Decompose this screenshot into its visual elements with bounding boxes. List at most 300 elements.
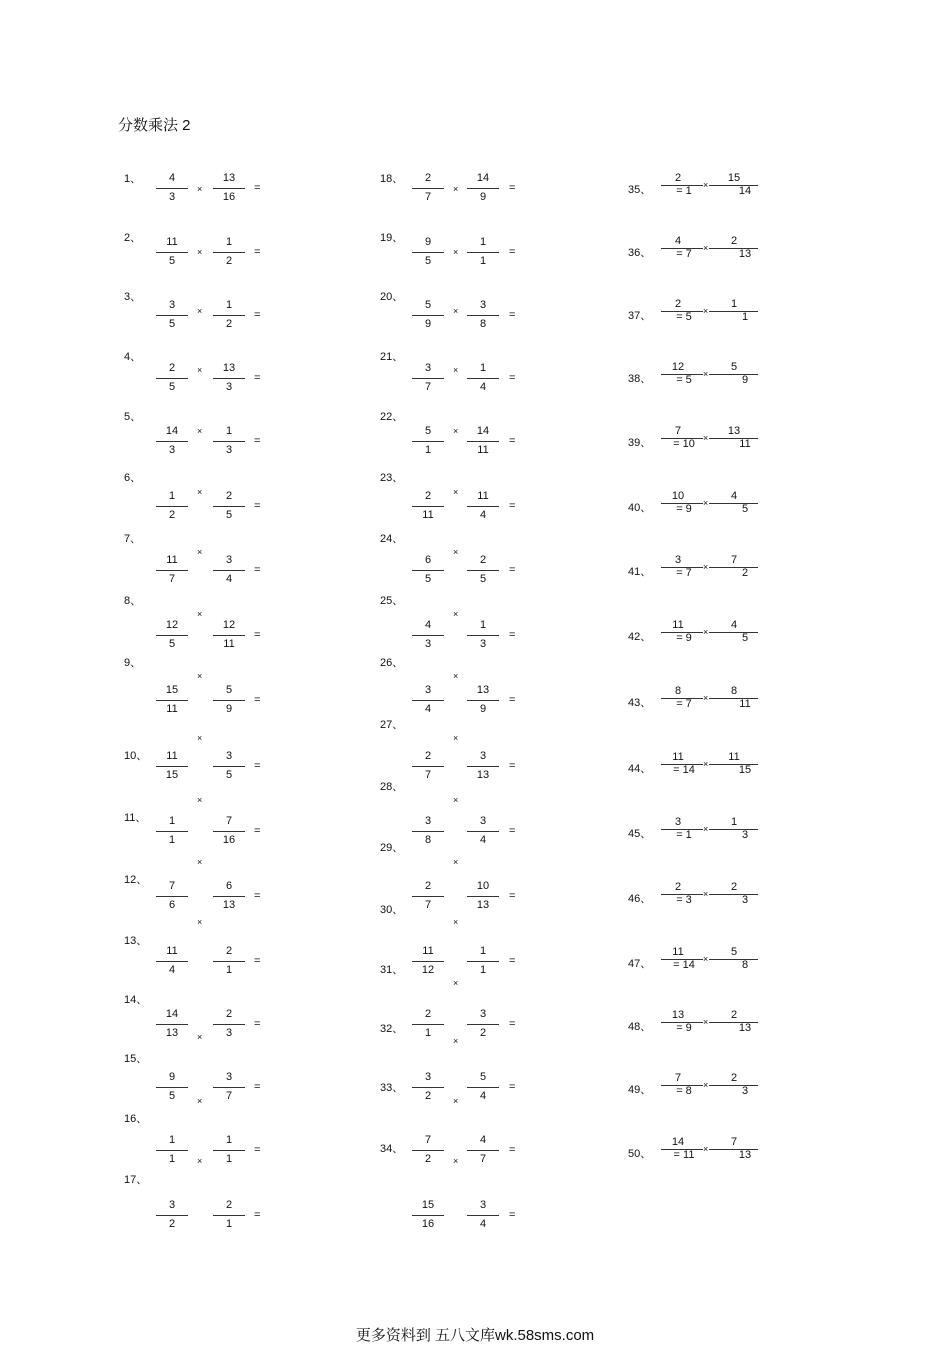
problem-number: 37、 [628,310,652,322]
times-sign: × [703,433,709,443]
denominator: = 10 [673,438,695,450]
denominator: 2 [225,255,233,267]
numerator: 2 [424,490,432,502]
problem-number: 11、 [124,812,147,824]
numerator: 11 [166,554,178,566]
problem-number: 49、 [628,1084,652,1096]
denominator: 5 [225,769,233,781]
fraction-bar [213,1215,245,1216]
denominator: 9 [424,318,432,330]
numerator: 5 [225,684,233,696]
times-sign: × [197,609,203,619]
fraction-bar [213,1087,245,1088]
denominator: 7 [424,899,432,911]
numerator: 2 [424,1008,432,1020]
denominator: = 5 [676,374,692,386]
problem-number: 38、 [628,373,652,385]
denominator: 4 [225,573,233,585]
denominator: 3 [225,381,233,393]
times-sign: × [703,759,709,769]
denominator: 4 [479,1090,487,1102]
times-sign: × [453,184,459,194]
fraction-bar [412,831,444,832]
numerator: 2 [674,172,682,184]
denominator: 11 [223,638,235,650]
numerator: 11 [166,750,178,762]
numerator: 7 [730,554,738,566]
equals-sign: = [509,1144,516,1156]
denominator: 3 [424,638,432,650]
denominator: 16 [421,1218,435,1230]
denominator: 11 [739,438,751,450]
numerator: 3 [479,750,487,762]
numerator: 4 [730,619,738,631]
equals-sign: = [509,694,516,706]
denominator: 15 [165,769,179,781]
fraction-bar [412,570,444,571]
fraction-bar [213,378,245,379]
times-sign: × [703,1017,709,1027]
fraction-bar [467,441,499,442]
equals-sign: = [254,1018,261,1030]
times-sign: × [453,1096,459,1106]
problem-number: 46、 [628,893,652,905]
denominator: 4 [479,1218,487,1230]
numerator: 6 [225,880,233,892]
numerator: 15 [727,172,741,184]
numerator: 11 [477,490,489,502]
equals-sign: = [254,564,261,576]
denominator: = 3 [676,894,692,906]
denominator: 16 [222,191,236,203]
numerator: 2 [730,1072,738,1084]
numerator: 1 [479,362,487,374]
times-sign: × [703,243,709,253]
problem-number: 15、 [124,1053,148,1065]
denominator: = 14 [673,959,695,971]
numerator: 1 [730,816,738,828]
numerator: 11 [672,751,684,763]
equals-sign: = [509,564,516,576]
problem-number: 20、 [380,291,404,303]
denominator: 8 [479,318,487,330]
denominator: 1 [168,1153,176,1165]
problem-number: 30、 [380,904,404,916]
equals-sign: = [509,1081,516,1093]
fraction-bar [412,252,444,253]
problem-number: 44、 [628,763,652,775]
numerator: 2 [225,1008,233,1020]
numerator: 3 [424,1071,432,1083]
denominator: 2 [168,509,176,521]
fraction-bar [213,635,245,636]
denominator: 5 [741,632,749,644]
denominator: 2 [741,567,749,579]
fraction-bar [412,961,444,962]
denominator: 9 [479,703,487,715]
times-sign: × [703,954,709,964]
equals-sign: = [509,1209,516,1221]
equals-sign: = [509,955,516,967]
denominator: 16 [222,834,236,846]
numerator: 14 [165,425,179,437]
problem-number: 1、 [124,173,142,185]
problem-number: 42、 [628,631,652,643]
fraction-bar [156,831,188,832]
fraction-bar [467,635,499,636]
times-sign: × [453,547,459,557]
equals-sign: = [254,246,261,258]
times-sign: × [703,369,709,379]
denominator: 1 [225,964,233,976]
problem-number: 10、 [124,750,148,762]
problem-number: 21、 [380,351,404,363]
fraction-bar [156,252,188,253]
fraction-bar [213,1150,245,1151]
numerator: 1 [479,236,487,248]
denominator: 14 [738,185,752,197]
fraction-bar [213,766,245,767]
denominator: 7 [424,769,432,781]
times-sign: × [703,824,709,834]
numerator: 11 [422,945,434,957]
times-sign: × [453,306,459,316]
numerator: 3 [225,554,233,566]
fraction-bar [156,766,188,767]
fraction-bar [156,896,188,897]
numerator: 4 [168,172,176,184]
page-title: 分数乘法 2 [118,117,191,134]
numerator: 2 [730,235,738,247]
problem-number: 12、 [124,874,148,886]
denominator: 2 [225,318,233,330]
equals-sign: = [254,825,261,837]
problem-number: 5、 [124,411,142,423]
numerator: 5 [424,299,432,311]
times-sign: × [453,1156,459,1166]
times-sign: × [197,487,203,497]
fraction-bar [412,506,444,507]
problem-number: 23、 [380,472,404,484]
fraction-bar [213,896,245,897]
denominator: 3 [741,1085,749,1097]
fraction-bar [412,1087,444,1088]
numerator: 2 [424,172,432,184]
fraction-bar [213,1024,245,1025]
fraction-bar [467,766,499,767]
equals-sign: = [254,890,261,902]
problem-number: 48、 [628,1021,652,1033]
fraction-bar [156,188,188,189]
denominator: 9 [479,191,487,203]
denominator: 11 [477,444,489,456]
equals-sign: = [509,182,516,194]
denominator: 3 [225,444,233,456]
denominator: = 7 [676,698,692,710]
fraction-bar [467,506,499,507]
numerator: 5 [730,361,738,373]
denominator: = 7 [676,248,692,260]
problem-number: 45、 [628,828,652,840]
fraction-bar [467,570,499,571]
numerator: 2 [225,490,233,502]
denominator: 4 [479,381,487,393]
equals-sign: = [509,246,516,258]
problem-number: 6、 [124,472,142,484]
problem-number: 28、 [380,781,404,793]
times-sign: × [703,498,709,508]
numerator: 2 [730,1009,738,1021]
problem-number: 43、 [628,697,652,709]
fraction-bar [213,700,245,701]
times-sign: × [197,733,203,743]
numerator: 14 [165,1008,179,1020]
equals-sign: = [254,182,261,194]
numerator: 3 [168,1199,176,1211]
equals-sign: = [254,694,261,706]
denominator: 8 [424,834,432,846]
numerator: 12 [222,619,236,631]
fraction-bar [156,441,188,442]
times-sign: × [453,609,459,619]
denominator: 5 [479,573,487,585]
times-sign: × [453,487,459,497]
denominator: 5 [168,381,176,393]
denominator: 13 [476,769,490,781]
problem-number: 35、 [628,184,652,196]
equals-sign: = [509,890,516,902]
numerator: 1 [168,1134,176,1146]
denominator: 4 [479,509,487,521]
numerator: 10 [671,490,685,502]
times-sign: × [703,693,709,703]
fraction-bar [412,1024,444,1025]
times-sign: × [197,306,203,316]
problem-number: 27、 [380,719,404,731]
fraction-bar [213,315,245,316]
times-sign: × [453,978,459,988]
equals-sign: = [509,629,516,641]
denominator: 7 [424,381,432,393]
times-sign: × [453,733,459,743]
times-sign: × [453,671,459,681]
numerator: 13 [222,172,236,184]
problem-number: 40、 [628,502,652,514]
times-sign: × [453,247,459,257]
times-sign: × [197,917,203,927]
numerator: 15 [165,684,179,696]
denominator: 3 [168,191,176,203]
numerator: 11 [166,236,178,248]
numerator: 9 [168,1071,176,1083]
fraction-bar [467,831,499,832]
denominator: 7 [168,573,176,585]
times-sign: × [703,889,709,899]
equals-sign: = [254,1209,261,1221]
denominator: 7 [424,191,432,203]
times-sign: × [453,857,459,867]
numerator: 11 [672,946,684,958]
times-sign: × [197,1156,203,1166]
numerator: 1 [225,299,233,311]
denominator: 2 [424,1153,432,1165]
fraction-bar [412,441,444,442]
denominator: 5 [168,1090,176,1102]
fraction-bar [213,570,245,571]
fraction-bar [156,506,188,507]
numerator: 4 [674,235,682,247]
denominator: 1 [741,311,749,323]
denominator: = 11 [673,1149,695,1161]
numerator: 6 [424,554,432,566]
denominator: = 5 [676,311,692,323]
numerator: 2 [424,880,432,892]
denominator: 7 [479,1153,487,1165]
problem-number: 3、 [124,291,142,303]
fraction-bar [467,252,499,253]
fraction-bar [412,896,444,897]
times-sign: × [197,671,203,681]
numerator: 5 [424,425,432,437]
equals-sign: = [509,825,516,837]
fraction-bar [467,1215,499,1216]
numerator: 13 [727,425,741,437]
denominator: 9 [225,703,233,715]
times-sign: × [703,627,709,637]
problem-number: 31、 [380,964,404,976]
problem-number: 7、 [124,533,142,545]
times-sign: × [703,562,709,572]
denominator: 13 [222,899,236,911]
equals-sign: = [509,500,516,512]
numerator: 3 [424,684,432,696]
numerator: 3 [479,299,487,311]
problem-number: 24、 [380,533,404,545]
numerator: 2 [479,554,487,566]
problem-number: 14、 [124,994,148,1006]
numerator: 11 [672,619,684,631]
numerator: 4 [424,619,432,631]
fraction-bar [467,961,499,962]
denominator: 5 [424,573,432,585]
denominator: 3 [741,894,749,906]
denominator: 1 [424,444,432,456]
equals-sign: = [254,500,261,512]
times-sign: × [197,857,203,867]
fraction-bar [156,1150,188,1151]
numerator: 1 [479,945,487,957]
numerator: 2 [225,945,233,957]
numerator: 4 [479,1134,487,1146]
numerator: 3 [479,1199,487,1211]
denominator: 3 [225,1027,233,1039]
denominator: 3 [741,829,749,841]
numerator: 3 [168,299,176,311]
problem-number: 32、 [380,1023,404,1035]
numerator: 13 [222,362,236,374]
numerator: 7 [674,1072,682,1084]
numerator: 3 [225,1071,233,1083]
denominator: 5 [424,255,432,267]
problem-number: 17、 [124,1174,148,1186]
denominator: 12 [421,964,435,976]
equals-sign: = [254,760,261,772]
numerator: 13 [476,684,490,696]
fraction-bar [213,252,245,253]
denominator: 13 [738,1149,752,1161]
numerator: 12 [165,619,179,631]
equals-sign: = [509,1018,516,1030]
numerator: 3 [225,750,233,762]
problem-number: 26、 [380,657,404,669]
times-sign: × [453,795,459,805]
fraction-bar [412,635,444,636]
numerator: 8 [730,685,738,697]
numerator: 2 [225,1199,233,1211]
problem-number: 29、 [380,842,404,854]
times-sign: × [197,795,203,805]
numerator: 9 [424,236,432,248]
denominator: 3 [479,638,487,650]
equals-sign: = [254,955,261,967]
numerator: 8 [674,685,682,697]
fraction-bar [213,831,245,832]
numerator: 3 [674,816,682,828]
fraction-bar [412,1150,444,1151]
denominator: 1 [225,1218,233,1230]
fraction-bar [213,961,245,962]
numerator: 1 [225,425,233,437]
problem-number: 2、 [124,232,142,244]
problem-number: 19、 [380,232,404,244]
fraction-bar [467,1024,499,1025]
numerator: 7 [225,815,233,827]
numerator: 2 [168,362,176,374]
denominator: 4 [424,703,432,715]
times-sign: × [197,1096,203,1106]
denominator: 5 [168,318,176,330]
times-sign: × [703,1080,709,1090]
numerator: 15 [421,1199,435,1211]
fraction-bar [412,1215,444,1216]
denominator: = 1 [676,829,692,841]
times-sign: × [453,426,459,436]
numerator: 3 [424,362,432,374]
fraction-bar [156,1024,188,1025]
fraction-bar [467,315,499,316]
denominator: = 9 [676,1022,692,1034]
numerator: 1 [730,298,738,310]
fraction-bar [156,378,188,379]
fraction-bar [467,700,499,701]
fraction-bar [467,378,499,379]
fraction-bar [213,441,245,442]
numerator: 2 [730,881,738,893]
denominator: 13 [738,1022,752,1034]
fraction-bar [412,188,444,189]
fraction-bar [156,1087,188,1088]
numerator: 1 [479,619,487,631]
fraction-bar [412,378,444,379]
fraction-bar [467,188,499,189]
equals-sign: = [254,1144,261,1156]
denominator: 2 [424,1090,432,1102]
numerator: 7 [424,1134,432,1146]
denominator: 3 [168,444,176,456]
equals-sign: = [509,309,516,321]
denominator: 1 [225,1153,233,1165]
denominator: 2 [479,1027,487,1039]
